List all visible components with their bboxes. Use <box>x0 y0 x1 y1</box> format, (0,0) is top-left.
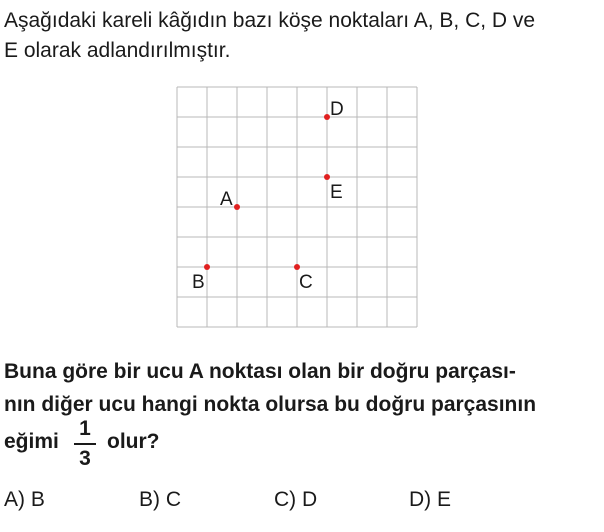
choice-c[interactable]: C) D <box>274 488 318 511</box>
fraction-numerator: 1 <box>79 417 91 440</box>
question-line-1: Buna göre bir ucu A noktası olan bir doğru parçası- <box>4 360 516 383</box>
point-c-dot <box>294 264 300 270</box>
point-a-label: A <box>220 189 233 210</box>
intro-line-2: E olarak adlandırılmıştır. <box>4 39 231 62</box>
grid-points <box>192 99 344 293</box>
question-line-3 <box>4 417 304 477</box>
question-text <box>4 355 600 470</box>
fraction-bar <box>74 443 96 445</box>
point-b-label: B <box>192 272 205 293</box>
point-b-dot <box>204 264 210 270</box>
intro-line-1: Aşağıdaki kareli kâğıdın bazı köşe noktaları A, B, C, D ve <box>4 9 536 32</box>
point-e-label: E <box>330 182 343 203</box>
choice-a[interactable]: A) B <box>4 488 45 511</box>
question-line-2: nın diğer ucu hangi nokta olursa bu doğru parçasının <box>4 393 537 416</box>
question-line-3-start: eğimi <box>4 430 59 453</box>
point-c-label: C <box>299 272 313 293</box>
slope-fraction <box>72 417 98 473</box>
fraction-denominator: 3 <box>79 447 91 470</box>
grid-lines <box>177 87 417 327</box>
choice-d[interactable]: D) E <box>409 488 451 511</box>
question-line-3-end: olur? <box>107 430 160 453</box>
point-e-dot <box>324 174 330 180</box>
point-a-dot <box>234 204 240 210</box>
point-d-label: D <box>330 99 344 120</box>
choice-b[interactable]: B) C <box>139 488 181 511</box>
